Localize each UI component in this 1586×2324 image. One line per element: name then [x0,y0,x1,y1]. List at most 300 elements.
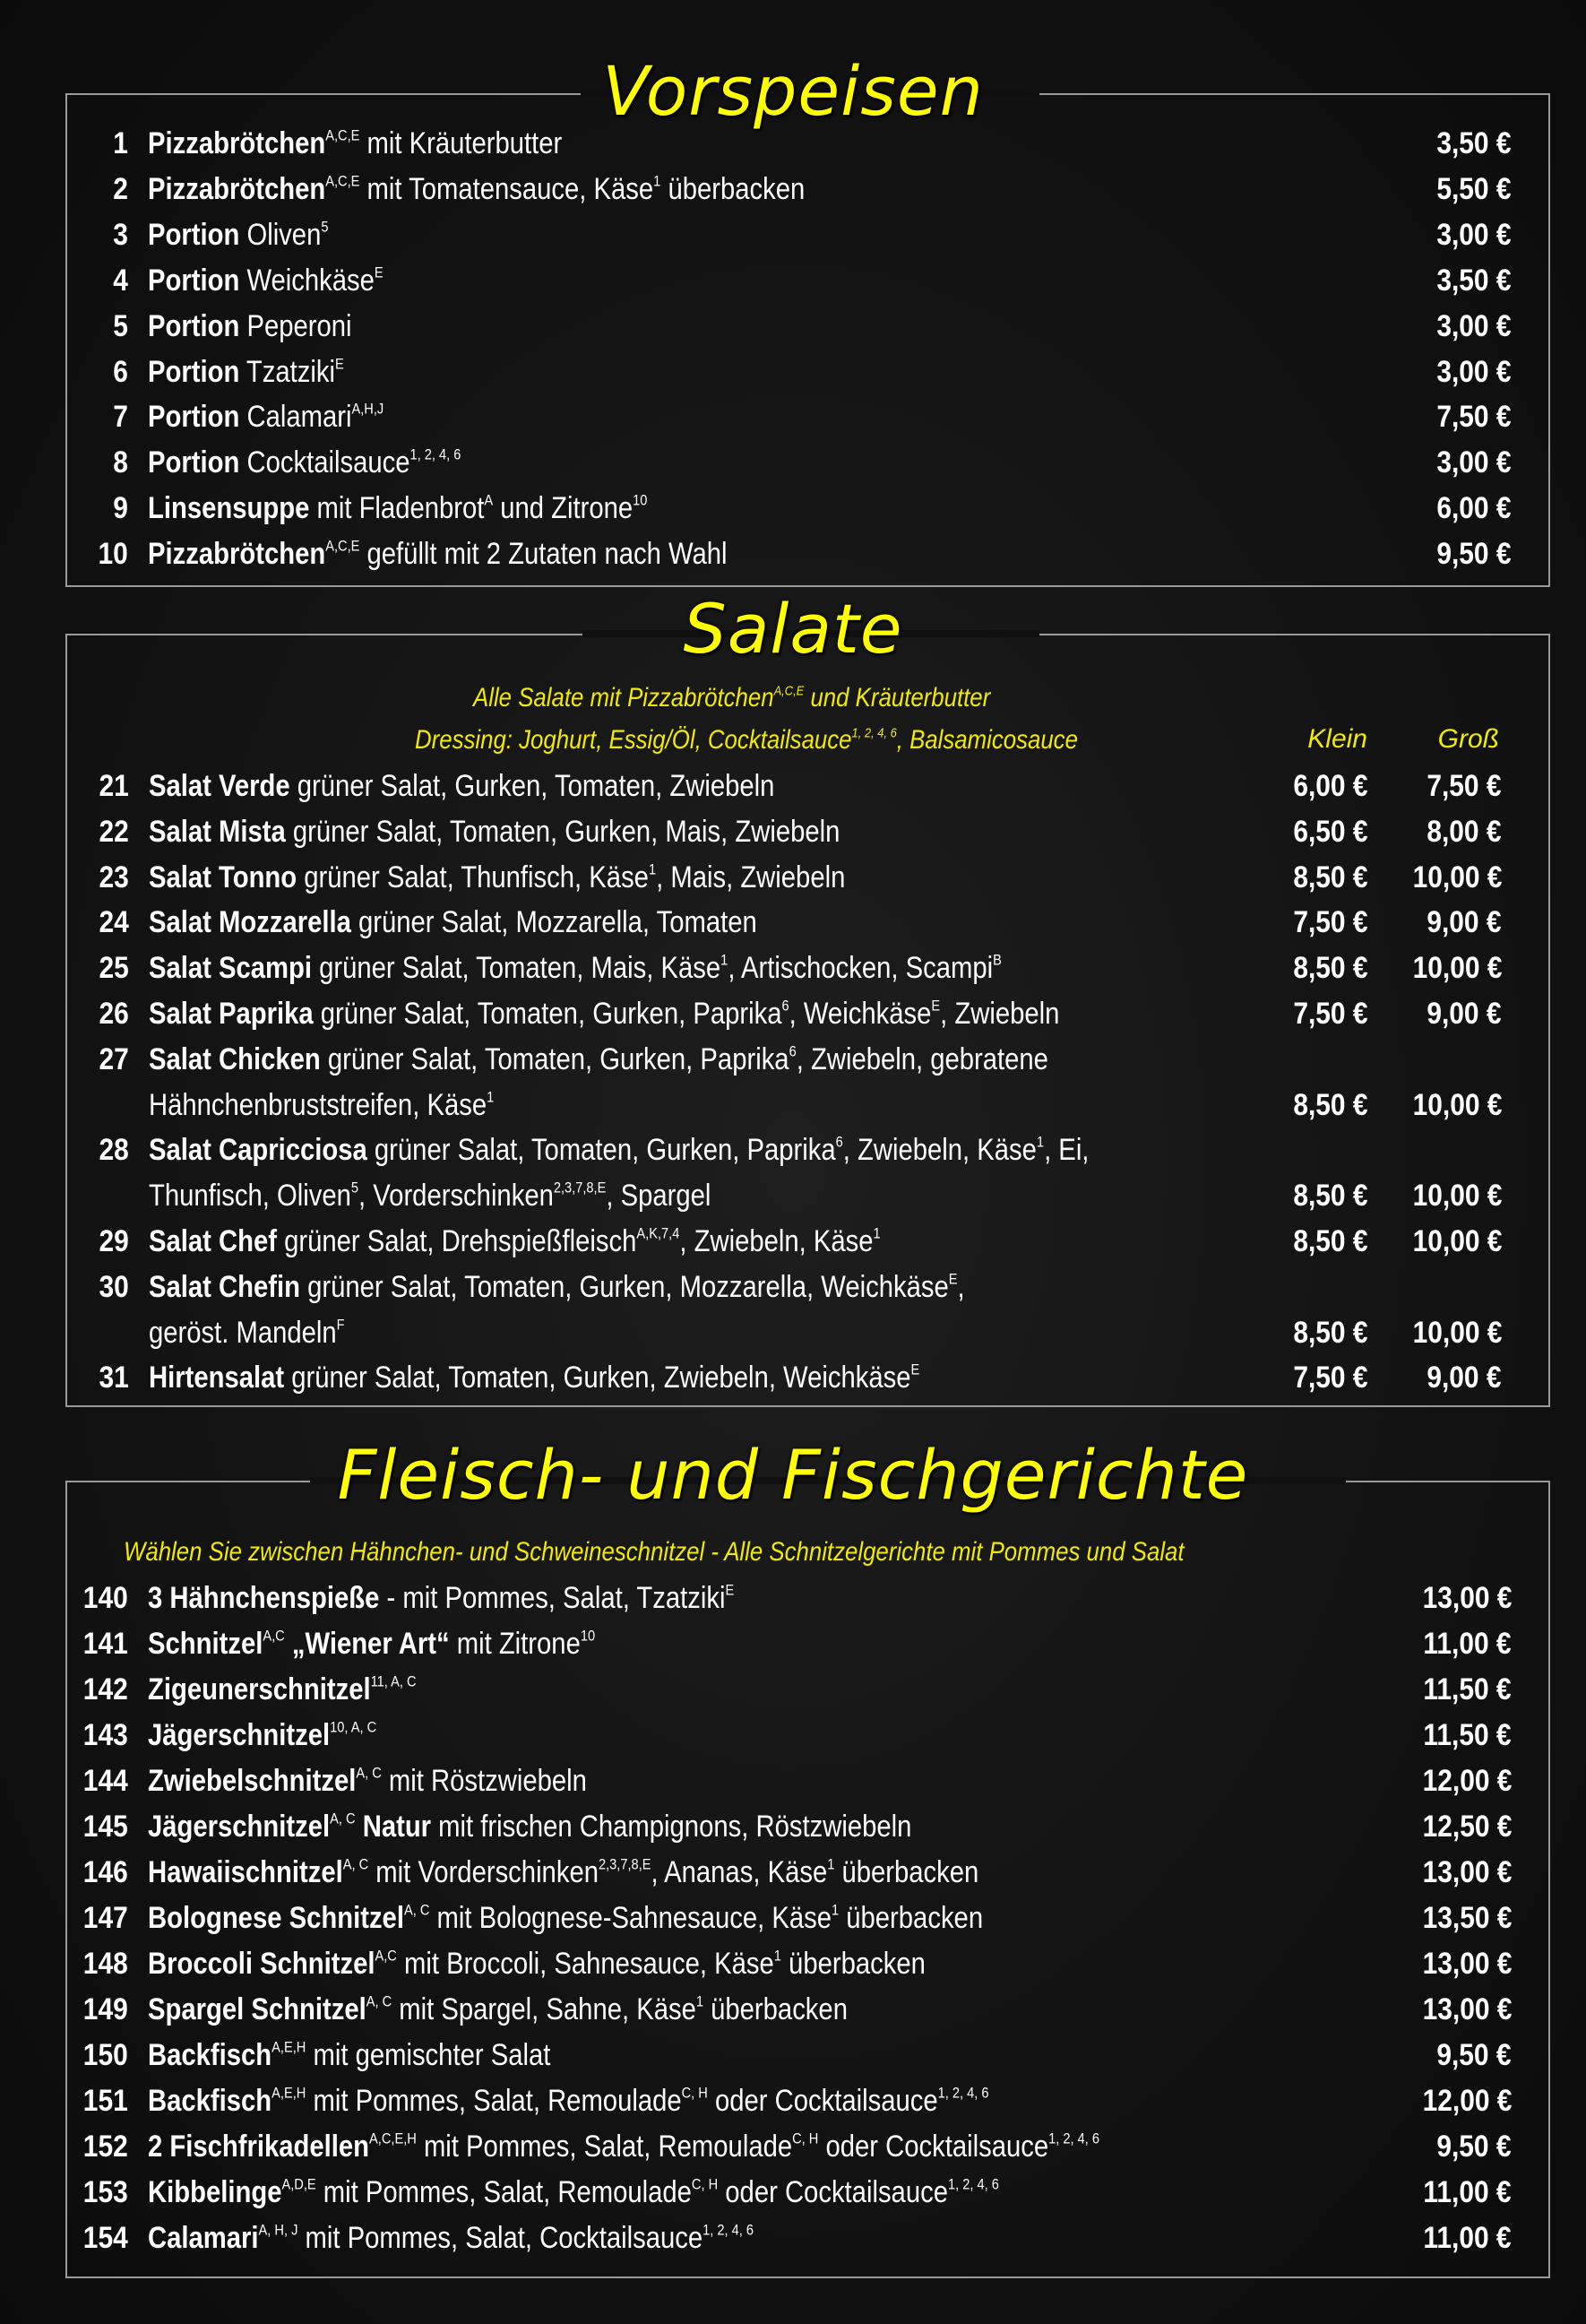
salad-item-row [0,1219,1586,1264]
item-number: 146 [83,1855,128,1889]
item-description: , Mais, Zwiebeln [656,860,846,894]
menu-item-row [0,394,1586,439]
item-description: - mit Pommes, Salat, Tzatziki [379,1581,726,1615]
salad-item-row [0,809,1586,854]
item-text [149,1127,1089,1172]
item-description: grüner Salat, Mozzarella, Tomaten [350,905,757,940]
menu-item-row [0,2033,1586,2078]
allergen-sup: 5 [321,218,329,236]
allergen-sup: A, C [342,1855,369,1873]
item-text [148,1941,926,1986]
item-description: , Zwiebeln [940,997,1060,1031]
item-name: Zigeunerschnitzel [148,1672,371,1706]
allergen-sup: A, C [403,1901,430,1919]
allergen-sup: E [910,1361,920,1378]
item-description: Oliven [239,217,322,252]
allergen-sup: A, C [356,1764,382,1782]
allergen-sup: E [948,1270,958,1288]
menu-item-row [0,531,1586,576]
item-text [149,991,1059,1036]
item-name: Salat Chicken [149,1041,321,1076]
item-number: 22 [99,814,129,849]
item-number: 154 [83,2221,128,2255]
item-description: Calamari [239,400,352,435]
item-text [148,2033,550,2078]
item-price: 3,50 € [1436,126,1512,160]
item-number: 150 [83,2038,128,2072]
item-price: 3,50 € [1436,263,1512,298]
item-name: Salat Chef [149,1224,277,1258]
allergen-sup: A,E,H [272,2084,306,2102]
item-price: 11,50 € [1423,1672,1512,1706]
salad-item-row [0,991,1586,1036]
menu-item-row [0,440,1586,485]
item-number: 145 [83,1810,128,1844]
item-price: 3,00 € [1436,308,1512,343]
item-name: Salat Capricciosa [149,1133,367,1168]
menu-item-row [0,2124,1586,2169]
salad-item-row [0,1037,1586,1082]
price-gross: 8,00 € [1427,814,1502,849]
salad-item-row [0,764,1586,808]
item-text [148,167,805,212]
item-number: 6 [113,354,128,389]
item-name: Portion [148,354,240,389]
item-text [148,1758,587,1803]
allergen-sup: A,C,E [325,537,360,555]
item-price: 11,00 € [1423,1627,1512,1661]
fleisch-subtitle: Wählen Sie zwischen Hähnchen- und Schweineschnitzel - Alle Schnitzelgerichte mit Pommes und Salat [124,1537,1185,1567]
item-text [148,2216,754,2260]
price-gross: 9,00 € [1427,997,1502,1031]
allergen-sup: 1, 2, 4, 6 [851,725,897,741]
allergen-sup: B [993,951,1002,969]
item-description: mit Vorderschinken [368,1855,599,1889]
price-gross: 10,00 € [1412,1315,1502,1350]
item-description: mit Röstzwiebeln [381,1764,587,1798]
item-description: überbacken [834,1855,979,1889]
price-gross: 9,00 € [1427,1361,1502,1395]
item-name: Hirtensalat [149,1361,285,1395]
item-number: 26 [99,997,129,1031]
item-description: überbacken [703,1992,848,2026]
item-number: 142 [83,1672,128,1706]
item-number: 141 [83,1627,128,1661]
price-klein: 8,50 € [1293,860,1368,894]
item-description: mit Spargel, Sahne, Käse [392,1992,696,2026]
item-number: 147 [83,1901,128,1935]
item-text [149,855,845,900]
item-text-line2 [149,1310,345,1355]
salate-subtitle-1-after: und Kräuterbutter [804,683,991,713]
salad-item-row-continued [0,1173,1586,1218]
allergen-sup: A [484,491,494,509]
menu-item-row [0,1758,1586,1803]
item-name: Pizzabrötchen [148,171,326,206]
item-description: oder Cocktailsauce [718,2175,948,2209]
salad-item-row [0,1127,1586,1172]
item-number: 29 [99,1224,129,1258]
item-name: Portion [148,400,240,435]
item-price: 11,50 € [1423,1718,1512,1752]
item-number: 143 [83,1718,128,1752]
item-name: Bolognese Schnitzel [148,1901,404,1935]
item-number: 149 [83,1992,128,2026]
allergen-sup: A,K,7,4 [636,1224,680,1242]
item-description: mit Zitrone [449,1627,581,1661]
item-name: Salat Mozzarella [149,905,351,940]
item-name: Salat Scampi [149,951,313,986]
item-description: Tzatziki [239,354,336,389]
salate-subtitle-1-text: Alle Salate mit Pizzabrötchen [473,683,774,713]
item-description: grüner Salat, Tomaten, Gurken, Paprika [320,1041,789,1076]
item-description: Weichkäse [239,263,375,298]
item-description: , Ananas, Käse [651,1855,828,1889]
item-text [148,1850,978,1895]
item-text [149,1355,919,1400]
salate-col-klein: Klein [1307,724,1367,754]
salad-item-row [0,946,1586,990]
menu-item-row [0,258,1586,303]
item-price: 9,50 € [1436,537,1512,572]
allergen-sup: 1, 2, 4, 6 [409,445,461,463]
allergen-sup: 1 [487,1088,495,1106]
item-name: Salat Chefin [149,1269,300,1304]
item-number: 8 [113,445,128,480]
allergen-sup: 6 [835,1133,843,1151]
item-text [148,304,351,349]
price-klein: 7,50 € [1293,997,1368,1031]
allergen-sup: 1 [832,1901,840,1919]
item-description: oder Cocktailsauce [707,2084,938,2118]
item-description: mit Bolognese-Sahnesauce, Käse [429,1901,832,1935]
price-gross: 10,00 € [1412,951,1502,986]
allergen-sup: 1 [827,1855,835,1873]
allergen-sup: 10 [633,491,648,509]
item-number: 31 [99,1361,129,1395]
price-gross: 10,00 € [1412,860,1502,894]
item-price: 7,50 € [1436,400,1512,435]
item-description: grüner Salat, Tomaten, Mais, Käse [312,951,721,986]
item-number: 3 [113,217,128,252]
item-number: 144 [83,1764,128,1798]
item-text [148,1896,983,1940]
menu-item-row [0,212,1586,257]
item-name: „Wiener Art“ [284,1627,450,1661]
allergen-sup: 1, 2, 4, 6 [1048,2130,1100,2147]
allergen-sup: 2,3,7,8,E [553,1179,607,1197]
salad-item-row-continued [0,1310,1586,1355]
allergen-sup: A, C [330,1810,356,1827]
allergen-sup: 1 [720,951,728,969]
salate-subtitle-2-text: Dressing: Joghurt, Essig/Öl, Cocktailsauce [415,725,852,755]
menu-item-row [0,1987,1586,2032]
salad-item-row [0,900,1586,945]
allergen-sup: 1 [773,1947,781,1965]
item-name: Backfisch [148,2084,272,2118]
item-number: 28 [99,1133,129,1168]
item-description: , Spargel [606,1179,711,1214]
menu-item-row [0,350,1586,394]
item-number: 30 [99,1269,129,1304]
item-number: 151 [83,2084,128,2118]
allergen-sup: A,C [263,1627,285,1645]
item-description: , Zwiebeln, Käse [842,1133,1037,1168]
item-description: grüner Salat, Tomaten, Gurken, Paprika [366,1133,836,1168]
item-name: Jägerschnitzel [148,1718,331,1752]
item-description: grüner Salat, Tomaten, Gurken, Paprika [313,997,782,1031]
item-description: , [957,1269,965,1304]
allergen-sup: 1 [648,860,657,878]
item-price: 11,00 € [1423,2175,1512,2209]
item-text [149,1219,881,1264]
item-price: 12,00 € [1422,1764,1512,1798]
allergen-sup: 1 [873,1224,881,1242]
item-price: 3,00 € [1436,445,1512,480]
item-description: oder Cocktailsauce [818,2130,1049,2164]
allergen-sup: 10 [580,1627,596,1645]
allergen-sup: A,C,E [325,126,360,144]
item-text [148,2078,989,2123]
item-description: , Artischocken, Scampi [728,951,994,986]
item-number: 1 [113,126,128,160]
item-description: , Zwiebeln, Käse [679,1224,874,1258]
item-text [148,394,384,439]
item-number: 7 [113,400,128,435]
item-description: , Zwiebeln, gebratene [796,1041,1048,1076]
item-description: gefüllt mit 2 Zutaten nach Wahl [359,537,728,572]
allergen-sup: 11, A, C [370,1672,417,1690]
item-description: mit Fladenbrot [309,491,485,526]
price-gross: 9,00 € [1427,905,1502,940]
item-text [148,1804,911,1849]
allergen-sup: E [931,997,941,1015]
item-price: 3,00 € [1436,217,1512,252]
item-number: 23 [99,860,129,894]
item-name: Zwiebelschnitzel [148,1764,357,1798]
allergen-sup: 6 [781,997,789,1015]
item-description: grüner Salat, Tomaten, Gurken, Mozzarella, Weichkäse [299,1269,949,1304]
item-text [149,1265,965,1309]
item-description: mit Pommes, Salat, Cocktailsauce [297,2221,703,2255]
item-price: 5,50 € [1436,171,1512,206]
allergen-sup: F [336,1316,345,1334]
item-description: mit Pommes, Salat, Remoulade [416,2130,793,2164]
item-number: 153 [83,2175,128,2209]
item-price: 6,00 € [1436,491,1512,526]
item-price: 13,00 € [1422,1581,1512,1615]
item-name: Hawaiischnitzel [148,1855,343,1889]
item-name: Pizzabrötchen [148,537,326,572]
allergen-sup: 1 [653,172,661,190]
item-description: grüner Salat, Thunfisch, Käse [297,860,649,894]
item-description: Hähnchenbruststreifen, Käse [149,1087,487,1122]
item-text [148,2124,1099,2169]
item-text [148,350,344,394]
item-price: 13,00 € [1422,1992,1512,2026]
item-number: 140 [83,1581,128,1615]
allergen-sup: 1, 2, 4, 6 [937,2084,989,2102]
salate-subtitle-2 [415,725,1078,756]
item-price: 9,50 € [1436,2130,1512,2164]
menu-item-row [0,1941,1586,1986]
item-name: Natur [355,1810,432,1844]
allergen-sup: A,H,J [351,400,384,418]
allergen-sup: 1 [1036,1133,1045,1151]
item-number: 10 [98,537,128,572]
menu-item-row [0,1667,1586,1712]
menu-item-row [0,167,1586,212]
item-name: Jägerschnitzel [148,1810,331,1844]
item-text [148,212,328,257]
item-text [149,1037,1048,1082]
item-price: 9,50 € [1436,2038,1512,2072]
price-klein: 7,50 € [1293,905,1368,940]
item-text [149,900,757,945]
price-klein: 6,00 € [1293,769,1368,803]
salate-subtitle-2-after: , Balsamicosauce [896,725,1078,755]
item-text [149,809,840,854]
price-klein: 8,50 € [1293,1315,1368,1350]
item-text [148,1576,734,1620]
allergen-sup: A,C [375,1947,397,1965]
item-name: Pizzabrötchen [148,126,326,160]
item-description: , Weichkäse [789,997,932,1031]
item-name: Portion [148,308,240,343]
fleisch-title: Fleisch- und Fischgerichte [337,1435,1249,1515]
price-klein: 8,50 € [1293,1179,1368,1214]
item-text [148,440,461,485]
item-text [148,486,647,531]
item-name: Linsensuppe [148,491,310,526]
item-description: mit Pommes, Salat, Remoulade [315,2175,692,2209]
item-description: , Vorderschinken [358,1179,554,1214]
item-text [148,1987,848,2032]
price-gross: 7,50 € [1427,769,1502,803]
item-description: mit Tomatensauce, Käse [359,171,654,206]
menu-item-row [0,1621,1586,1666]
price-klein: 6,50 € [1293,814,1368,849]
item-name: Salat Paprika [149,997,314,1031]
allergen-sup: A, H, J [258,2221,298,2239]
item-description: grüner Salat, Tomaten, Gurken, Zwiebeln, Weichkäse [284,1361,911,1395]
item-text [149,764,774,808]
item-number: 4 [113,263,128,298]
price-klein: 7,50 € [1293,1361,1368,1395]
item-description: grüner Salat, Tomaten, Gurken, Mais, Zwiebeln [285,814,840,849]
allergen-sup: A,C,E [325,172,360,190]
item-description: , Ei, [1044,1133,1090,1168]
salate-subtitle-1 [473,683,990,713]
item-description: grüner Salat, Drehspießfleisch [276,1224,637,1258]
item-number: 21 [99,769,129,803]
allergen-sup: C, H [792,2130,819,2147]
allergen-sup: 1 [695,1992,704,2010]
item-description: Thunfisch, Oliven [149,1179,351,1214]
price-klein: 8,50 € [1293,1087,1368,1122]
price-gross: 10,00 € [1412,1179,1502,1214]
item-number: 152 [83,2130,128,2164]
menu-item-row [0,486,1586,531]
item-description: überbacken [660,171,806,206]
allergen-sup: 6 [789,1042,797,1060]
item-description: grüner Salat, Gurken, Tomaten, Zwiebeln [289,769,775,803]
item-price: 3,00 € [1436,354,1512,389]
item-description: mit Kräuterbutter [359,126,563,160]
menu-item-row [0,2170,1586,2215]
item-text [148,531,728,576]
item-text [149,946,1002,990]
item-name: Portion [148,263,240,298]
allergen-sup: 1, 2, 4, 6 [702,2221,754,2239]
item-price: 13,00 € [1422,1947,1512,1981]
menu-item-row [0,1850,1586,1895]
price-klein: 8,50 € [1293,951,1368,986]
item-number: 27 [99,1041,129,1076]
item-description: mit gemischter Salat [306,2038,551,2072]
item-name: Calamari [148,2221,259,2255]
item-name: Schnitzel [148,1627,263,1661]
item-price: 13,00 € [1422,1855,1512,1889]
item-text [148,1667,417,1712]
allergen-sup: 1, 2, 4, 6 [947,2175,999,2193]
item-name: Salat Verde [149,769,290,803]
item-number: 9 [113,491,128,526]
salad-item-row-continued [0,1083,1586,1127]
item-price: 11,00 € [1423,2221,1512,2255]
allergen-sup: C, H [691,2175,719,2193]
item-text [148,1713,376,1758]
allergen-sup: A, C [366,1992,392,2010]
item-description: mit frischen Champignons, Röstzwiebeln [431,1810,912,1844]
item-text-line2 [149,1173,711,1218]
item-name: Spargel Schnitzel [148,1992,366,2026]
price-gross: 10,00 € [1412,1087,1502,1122]
item-name: Portion [148,217,240,252]
item-name: Portion [148,445,240,480]
item-description: mit Broccoli, Sahnesauce, Käse [396,1947,774,1981]
item-name: Kibbelinge [148,2175,282,2209]
menu-item-row [0,1576,1586,1620]
item-text-line2 [149,1083,494,1127]
item-description: geröst. Mandeln [149,1315,337,1350]
allergen-sup: A,C,E [773,683,805,699]
item-name: Broccoli Schnitzel [148,1947,375,1981]
item-name: 2 Fischfrikadellen [148,2130,370,2164]
allergen-sup: A,E,H [272,2038,306,2056]
item-number: 148 [83,1947,128,1981]
allergen-sup: E [725,1581,735,1599]
price-gross: 10,00 € [1412,1224,1502,1258]
item-description: Peperoni [239,308,352,343]
salad-item-row [0,1265,1586,1309]
item-text [148,258,384,303]
item-number: 2 [113,171,128,206]
allergen-sup: A,D,E [281,2175,316,2193]
item-name: Salat Tonno [149,860,297,894]
item-description: Cocktailsauce [239,445,410,480]
allergen-sup: 10, A, C [330,1718,377,1736]
allergen-sup: 2,3,7,8,E [598,1855,651,1873]
allergen-sup: E [374,264,384,281]
item-text [148,2170,999,2215]
item-price: 12,00 € [1422,2084,1512,2118]
item-number: 25 [99,951,129,986]
item-price: 12,50 € [1422,1810,1512,1844]
item-text [148,121,562,166]
salad-item-row [0,855,1586,900]
item-name: Backfisch [148,2038,272,2072]
